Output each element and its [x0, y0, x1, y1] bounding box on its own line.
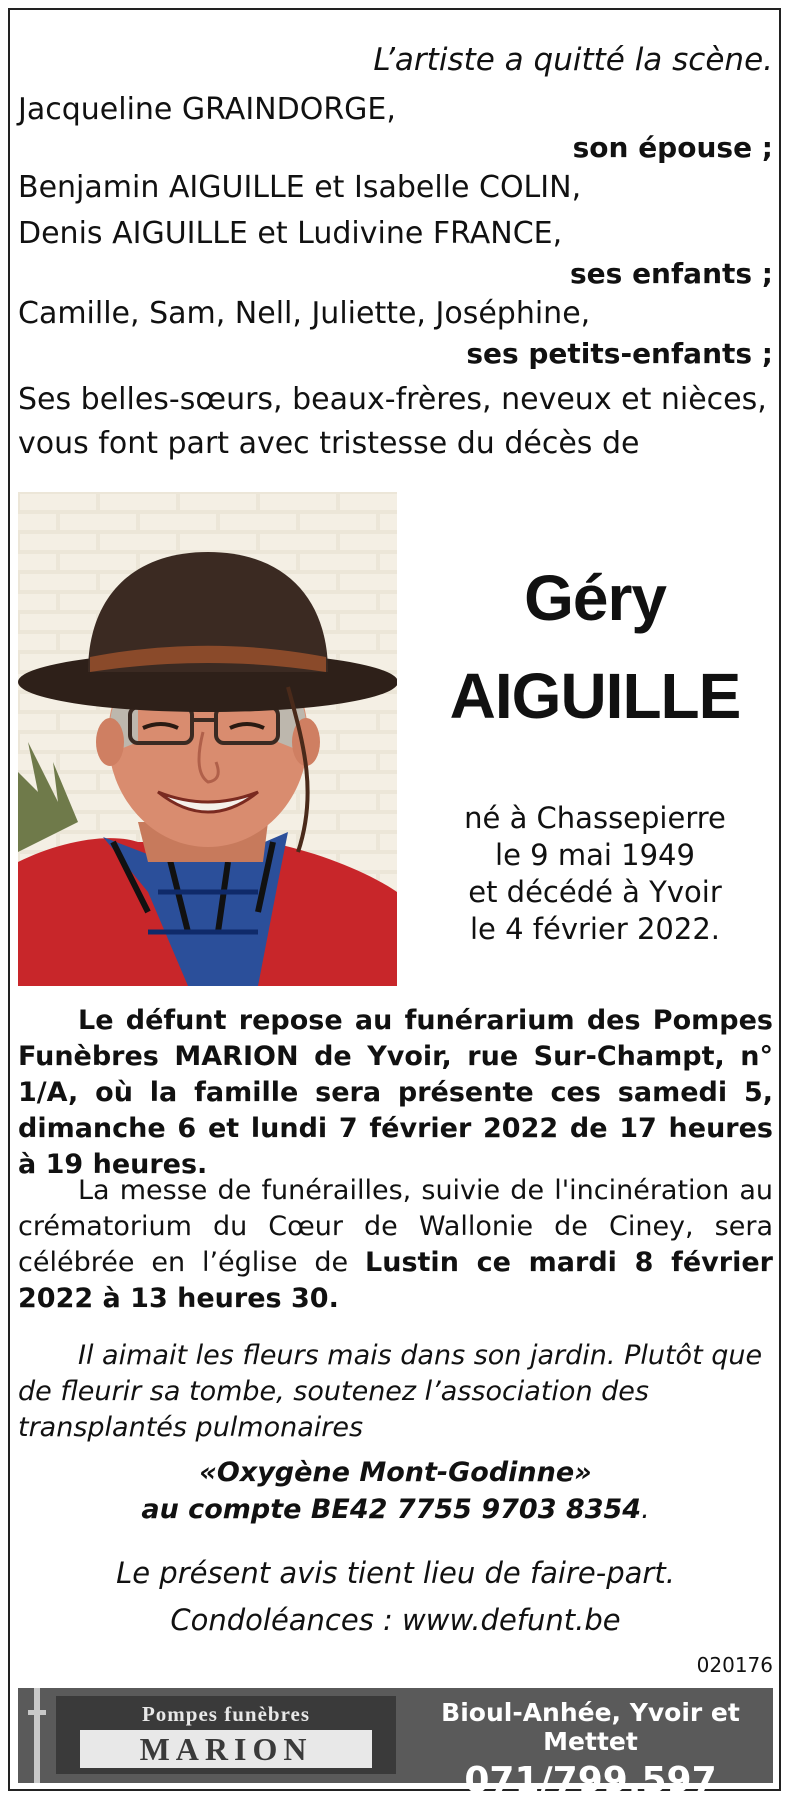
child-1: Benjamin AIGUILLE et Isabelle COLIN,	[18, 170, 582, 205]
contact-block	[408, 1688, 773, 1801]
reference-number: 020176	[696, 1653, 773, 1677]
mass-text	[18, 1173, 773, 1317]
account-number: au compte BE42 7755 9703 8354	[141, 1494, 642, 1525]
condolences-line: Condoléances : www.defunt.be	[170, 1603, 621, 1637]
spouse-name: Jacqueline GRAINDORGE,	[18, 92, 396, 127]
mass-text-bold: Lustin ce mardi 8 février 2022 à 13 heures 30.	[18, 1247, 773, 1314]
cross-icon	[28, 1688, 46, 1783]
portrait-photo	[18, 492, 397, 986]
birth-date: le 9 mai 1949	[495, 838, 695, 872]
portrait-man-with-hat-icon	[18, 492, 397, 986]
mass-text-plain: La messe de funérailles, suivie de l'incinération au crématorium du Cœur de Wallonie de Ciney, sera célébrée en l’église de	[18, 1175, 773, 1278]
announce: vous font part avec tristesse du décès de	[18, 426, 640, 461]
spouse-role: son épouse ;	[572, 131, 773, 164]
phone-number: 071/799.597	[464, 1760, 717, 1801]
notice-line: Le présent avis tient lieu de faire-part.	[116, 1556, 675, 1590]
funeral-home-logo	[56, 1696, 396, 1774]
funeral-home-banner	[18, 1688, 773, 1801]
viewing-text: Le défunt repose au funérarium des Pompes Funèbres MARION de Yvoir, rue Sur-Champt, n° 1/A, où la famille sera présente ces samedi 5, dimanche 6 et lundi 7 février 2022 de 17 heures à 19 heures.	[18, 1005, 773, 1180]
account-line	[18, 1492, 773, 1528]
grandchildren: Camille, Sam, Nell, Juliette, Joséphine,	[18, 296, 591, 331]
birth-place: né à Chassepierre	[464, 801, 726, 835]
header-quote: L’artiste a quitté la scène.	[373, 42, 773, 78]
mass-paragraph	[18, 1173, 773, 1317]
account-end: .	[641, 1494, 650, 1525]
death-date: le 4 février 2022.	[470, 912, 720, 946]
deceased-last-name: AIGUILLE	[449, 660, 741, 732]
others: Ses belles-sœurs, beaux-frères, neveux et nièces,	[18, 382, 767, 417]
association-name: «Oxygène Mont-Godinne»	[199, 1457, 592, 1488]
logo-label: Pompes funèbres	[141, 1702, 311, 1726]
death-place: et décédé à Yvoir	[468, 875, 722, 909]
grandchildren-role: ses petits-enfants ;	[466, 337, 773, 370]
locations: Bioul-Anhée, Yvoir et Mettet	[441, 1698, 740, 1756]
logo-brand: MARION	[80, 1730, 372, 1768]
children-role: ses enfants ;	[570, 257, 773, 290]
flowers-text: Il aimait les fleurs mais dans son jardin. Plutôt que de fleurir sa tombe, soutenez l’association des transplantés pulmonaires	[18, 1340, 763, 1443]
viewing-paragraph	[18, 1003, 773, 1183]
deceased-first-name: Géry	[524, 562, 666, 634]
child-2: Denis AIGUILLE et Ludivine FRANCE,	[18, 216, 563, 251]
flowers-paragraph	[18, 1338, 773, 1446]
